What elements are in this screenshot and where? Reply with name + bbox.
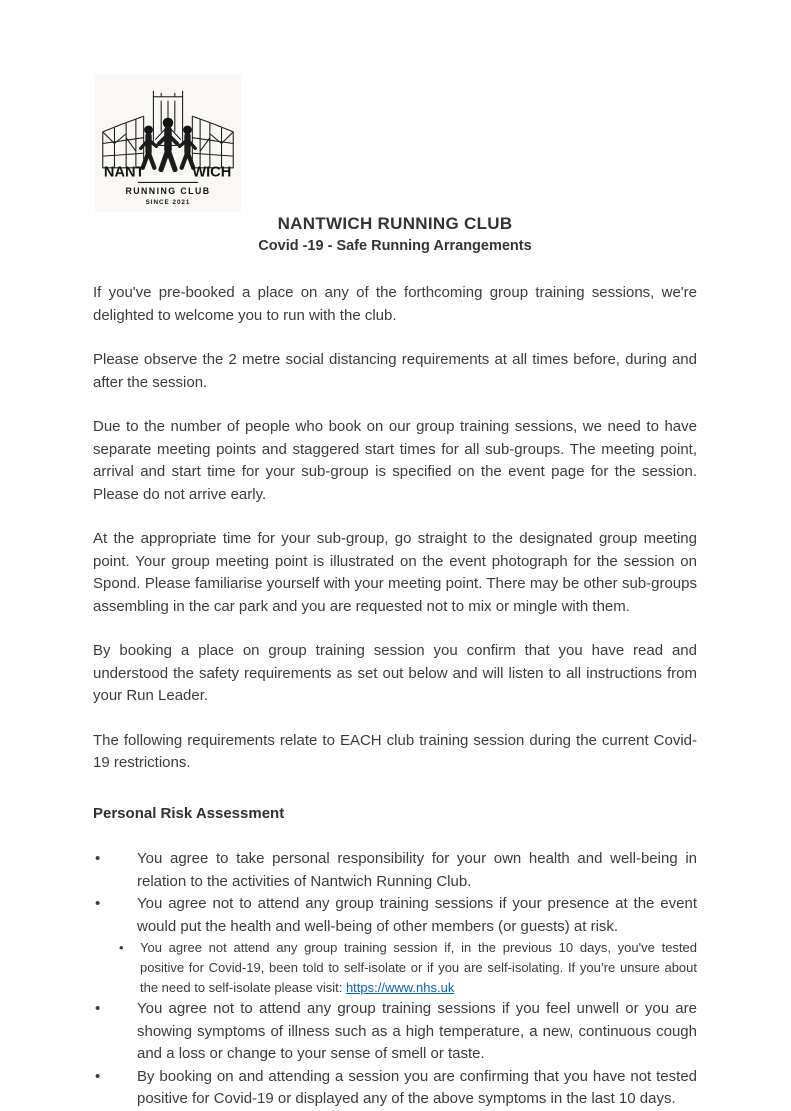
list-item xyxy=(93,998,697,1066)
club-logo-icon xyxy=(95,75,241,212)
left-building xyxy=(103,116,144,168)
list-item xyxy=(93,938,697,998)
bullet-text: By booking on and attending a session you are confirming that you have not tested positive for Covid-19 or displayed any of the above symptoms in the last 10 days. xyxy=(137,1067,697,1107)
paragraph-distancing: Please observe the 2 metre social distancing requirements at all times before, during and after the session. xyxy=(93,351,697,391)
paragraph-requirements: The following requirements relate to EACH club training session during the current Covid-19 restrictions. xyxy=(93,731,697,771)
bullet-text: You agree not attend any group training session if, in the previous 10 days, you've tested positive for Covid-19, been told to self-isolate or if you are self-isolating. If you’re unsure about the need to self-isolate please visit: xyxy=(140,940,697,995)
logo-since-line: SINCE 2021 xyxy=(145,198,191,206)
logo-name-left: NANT xyxy=(103,164,145,181)
club-logo xyxy=(95,75,241,212)
runner-left xyxy=(141,125,157,167)
document-subtitle: Covid -19 - Safe Running Arrangements xyxy=(258,238,532,254)
risk-bullet-list xyxy=(93,848,697,1111)
section-heading-personal-risk-assessment: Personal Risk Assessment xyxy=(93,804,285,822)
nhs-link[interactable]: https://www.nhs.uk xyxy=(345,980,455,995)
runner-right xyxy=(180,125,196,167)
bullet-text: You agree to take personal responsibility for your own health and well-being in relation to the activities of Nantwich Running Club. xyxy=(137,850,697,890)
list-item xyxy=(93,1066,697,1111)
list-item xyxy=(93,848,697,893)
document-title: NANTWICH RUNNING CLUB xyxy=(277,214,513,233)
paragraph-meeting-points: Due to the number of people who book on our group training sessions, we need to have separate meeting points and staggered start times for all sub-groups. The meeting point, arrival and start time for your sub-group is specified on the event page for the session. Please do not arrive early. xyxy=(93,418,697,503)
paragraph-welcome: If you've pre-booked a place on any of the forthcoming group training sessions, we're delighted to welcome you to run with the club. xyxy=(93,284,697,324)
bullet-text: You agree not to attend any group training sessions if you feel unwell or you are showing symptoms of illness such as a high temperature, a new, continuous cough and a loss or change to your sense of smell or taste. xyxy=(137,1000,697,1062)
paragraph-sub-group: At the appropriate time for your sub-group, go straight to the designated group meeting point. Your group meeting point is illustrated on the event photograph for the session on Spond. Please familiarise yourself with your meeting point. There may be other sub-groups assembling in the car park and you are requested not to mix or mingle with them. xyxy=(93,530,697,615)
list-item xyxy=(93,893,697,938)
bullet-text: You agree not to attend any group training sessions if your presence at the event would put the health and well-being of other members (or guests) at risk. xyxy=(137,895,697,935)
paragraph-booking: By booking a place on group training session you confirm that you have read and understood the safety requirements as set out below and will listen to all instructions from your Run Leader. xyxy=(93,642,697,704)
logo-name-right: WICH xyxy=(192,164,232,181)
right-building xyxy=(192,116,233,168)
logo-club-line: RUNNING CLUB xyxy=(125,186,211,197)
